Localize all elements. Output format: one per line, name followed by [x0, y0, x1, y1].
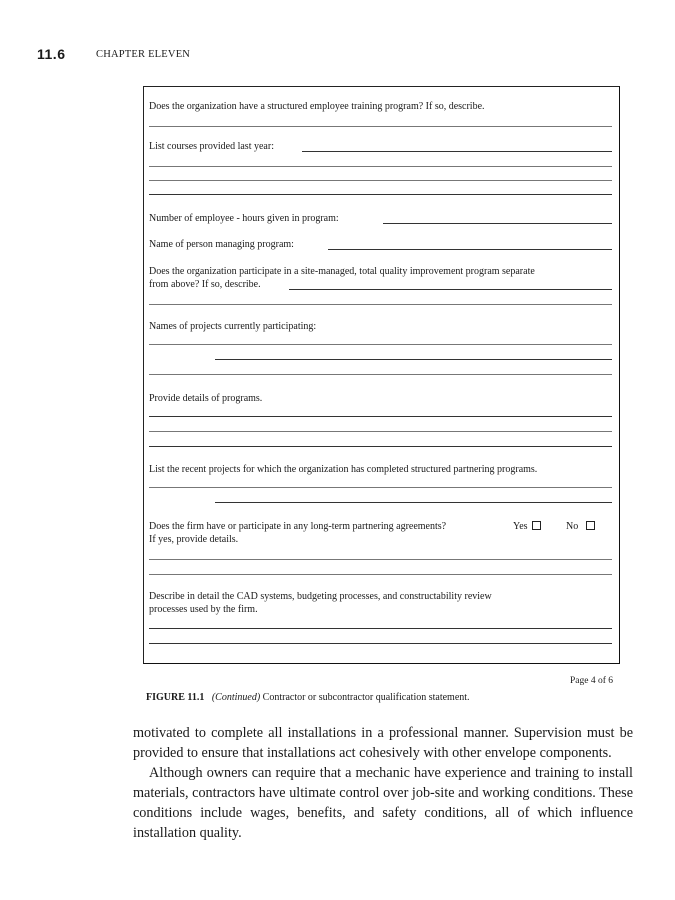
- answer-line: [149, 574, 612, 575]
- answer-line: [149, 446, 612, 447]
- page-number: 11.6: [37, 46, 66, 62]
- answer-line: [149, 559, 612, 560]
- answer-line: [149, 628, 612, 629]
- question-employee-hours: Number of employee - hours given in program:: [149, 213, 339, 224]
- question-program-manager: Name of person managing program:: [149, 239, 294, 250]
- answer-line: [149, 166, 612, 167]
- figure-label: FIGURE 11.1: [146, 692, 205, 703]
- answer-line: [149, 344, 612, 345]
- form-frame: [143, 86, 620, 664]
- answer-line: [215, 359, 612, 360]
- figure-caption-text: Contractor or subcontractor qualification statement.: [262, 692, 470, 703]
- answer-line: [149, 643, 612, 644]
- question-cad-systems: Describe in detail the CAD systems, budgeting processes, and constructability review: [149, 591, 492, 602]
- body-paragraph: Although owners can require that a mechanic have experience and training to install materials, contractors have ultimate control over job-site and working conditions. These conditions include wages, benefits, and safety conditions, all of which influence installation quality.: [133, 765, 633, 841]
- body-paragraph: motivated to complete all installations in a professional manner. Supervision must be provided to ensure that installations act cohesively with other envelope components.: [133, 725, 633, 761]
- answer-line: [149, 374, 612, 375]
- answer-line: [149, 194, 612, 195]
- yes-label: Yes: [513, 521, 528, 532]
- question-program-details: Provide details of programs.: [149, 393, 263, 404]
- answer-line: [149, 180, 612, 181]
- question-long-term-details: If yes, provide details.: [149, 534, 239, 545]
- answer-line: [149, 487, 612, 488]
- answer-line: [289, 289, 612, 290]
- answer-line: [302, 151, 612, 152]
- yes-checkbox[interactable]: [532, 521, 541, 530]
- question-quality-program-cont: from above? If so, describe.: [149, 279, 261, 290]
- answer-line: [215, 502, 612, 503]
- question-projects-participating: Names of projects currently participating:: [149, 321, 317, 332]
- answer-line: [149, 304, 612, 305]
- answer-line: [328, 249, 612, 250]
- answer-line: [149, 126, 612, 127]
- no-checkbox[interactable]: [586, 521, 595, 530]
- answer-line: [383, 223, 612, 224]
- question-courses: List courses provided last year:: [149, 141, 274, 152]
- figure-caption: [146, 692, 470, 703]
- yes-option[interactable]: [513, 521, 541, 533]
- no-label: No: [566, 521, 579, 532]
- answer-line: [149, 431, 612, 432]
- body-text: [133, 723, 633, 843]
- figure-continued: (Continued): [211, 692, 261, 703]
- chapter-title: CHAPTER ELEVEN: [96, 49, 191, 60]
- question-quality-program: Does the organization participate in a site-managed, total quality improvement program separate: [149, 266, 535, 277]
- form-page-indicator: Page 4 of 6: [570, 676, 614, 686]
- question-partnering-projects: List the recent projects for which the organization has completed structured partnering programs.: [149, 464, 538, 475]
- question-training-program: Does the organization have a structured employee training program? If so, describe.: [149, 101, 485, 112]
- question-cad-systems-cont: processes used by the firm.: [149, 604, 258, 615]
- answer-line: [149, 416, 612, 417]
- no-option[interactable]: [566, 521, 595, 533]
- question-long-term-agreements: Does the firm have or participate in any long-term partnering agreements?: [149, 521, 447, 532]
